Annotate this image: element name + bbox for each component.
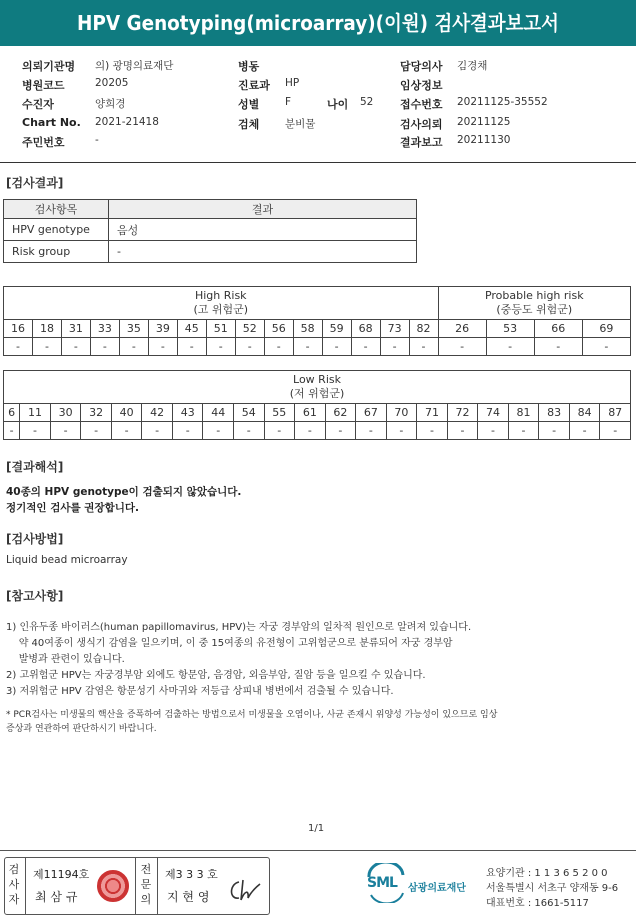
high-risk-header [4,287,439,320]
genotype-label: 42 [142,404,173,422]
genotype-label: 26 [438,320,486,338]
genotype-label: 16 [4,320,33,338]
genotype-label: 30 [50,404,81,422]
genotype-label: 68 [351,320,380,338]
logo-text: SML [367,875,397,891]
info-value: 20205 [95,77,129,89]
genotype-result: - [582,338,630,356]
age-label: 나이 [327,98,349,111]
genotype-result: - [295,422,326,440]
examiner-label: 검사자 [8,863,20,906]
low-risk-title: Low Risk [293,373,341,386]
result-cell: 음성 [109,219,417,241]
info-label: 검체 [238,118,260,131]
report-footer [0,850,636,920]
genotype-label: 84 [569,404,600,422]
table-row [4,241,417,263]
genotype-result: - [409,338,438,356]
high-risk-table [3,286,631,356]
result-table [3,199,417,263]
result-col-header: 검사항목 [4,200,109,219]
genotype-label: 87 [600,404,631,422]
genotype-label: 61 [295,404,326,422]
genotype-label: 66 [534,320,582,338]
genotype-result: - [32,338,61,356]
signature-box [4,857,270,915]
genotype-label: 82 [409,320,438,338]
genotype-label: 35 [119,320,148,338]
genotype-result: - [264,422,295,440]
reference-line: 발병과 관련이 있습니다. [6,654,125,665]
genotype-label: 51 [206,320,235,338]
result-cell: - [109,241,417,263]
info-value: 20211125 [457,116,511,128]
reference-line: 3) 저위험군 HPV 감염은 항문성기 사마귀와 저등급 상피내 병변에서 검출될 수 있습니다. [6,686,394,697]
genotype-label: 52 [235,320,264,338]
genotype-result: - [119,338,148,356]
genotype-label: 40 [111,404,142,422]
result-cell: Risk group [4,241,109,263]
info-label: 의뢰기관명 [22,60,76,73]
info-label: 성별 [238,98,260,111]
probable-title: Probable high risk [484,289,584,302]
genotype-label: 44 [203,404,234,422]
reference-line: 약 40여종이 생식기 감염을 일으키며, 이 중 15여종의 유전형이 고위험군으로 분류되어 자궁 경부암 [6,638,453,649]
examiner-name: 최 삼 규 [35,890,78,904]
info-value: 20211125-35552 [457,96,548,108]
genotype-label: 69 [582,320,630,338]
genotype-label: 74 [478,404,509,422]
genotype-label: 11 [20,404,51,422]
genotype-label: 18 [32,320,61,338]
high-risk-title: High Risk [194,289,247,302]
genotype-label: 83 [539,404,570,422]
section-header-result: [검사결과] [6,176,64,190]
info-label: Chart No. [22,116,81,129]
genotype-result: - [90,338,119,356]
info-label: 결과보고 [400,136,443,149]
genotype-result: - [508,422,539,440]
genotype-label: 71 [417,404,448,422]
genotype-label: 33 [90,320,119,338]
genotype-result: - [234,422,265,440]
genotype-result: - [206,338,235,356]
reference-line: 2) 고위험군 HPV는 자궁경부암 외에도 항문암, 음경암, 외음부암, 질암 등을 일으킬 수 있습니다. [6,670,426,681]
genotype-label: 31 [61,320,90,338]
method-text: Liquid bead microarray [6,554,128,566]
genotype-label: 67 [356,404,387,422]
table-row [4,219,417,241]
genotype-result: - [356,422,387,440]
footnote-line: 증상과 연관하여 판단하시기 바랍니다. [6,724,157,734]
genotype-label: 55 [264,404,295,422]
table-row [4,320,631,338]
section-header-method: [검사방법] [6,532,64,546]
genotype-label: 70 [386,404,417,422]
info-value: 김경채 [457,60,488,72]
info-value: 양희경 [95,98,126,110]
section-header-reference: [참고사항] [6,589,64,603]
probable-subtitle: (중등도 위험군) [496,303,573,316]
genotype-result: - [203,422,234,440]
genotype-result: - [177,338,206,356]
probable-high-risk-header [438,287,630,320]
footnote-line: * PCR검사는 미생물의 핵산을 증폭하여 검출하는 방법으로서 미생물을 오염이나, 사균 존재시 위양성 가능성이 있으므로 임상 [6,710,498,720]
genotype-result: - [534,338,582,356]
genotype-label: 72 [447,404,478,422]
genotype-label: 59 [322,320,351,338]
genotype-label: 73 [380,320,409,338]
genotype-result: - [417,422,448,440]
genotype-result: - [600,422,631,440]
signature-icon [227,878,263,904]
interpretation-line: 정기적인 검사를 권장합니다. [6,502,140,514]
table-row [4,422,631,440]
result-col-header: 결과 [109,200,417,219]
genotype-result: - [4,338,33,356]
page-number: 1/1 [308,823,325,834]
info-label: 검사의뢰 [400,118,443,131]
low-risk-subtitle: (저 위험군) [289,387,345,400]
age-value: 52 [360,96,374,108]
examiner-number: 제11194호 [33,868,90,881]
genotype-label: 6 [4,404,20,422]
genotype-result: - [386,422,417,440]
genotype-result: - [20,422,51,440]
info-label: 접수번호 [400,98,443,111]
low-risk-table [3,370,631,440]
genotype-result: - [235,338,264,356]
genotype-label: 58 [293,320,322,338]
genotype-label: 39 [148,320,177,338]
reference-line: 1) 인유두종 바이러스(human papillomavirus, HPV)는 자궁 경부암의 일차적 원인으로 알려져 있습니다. [6,622,472,633]
info-value: 의) 광명의료재단 [95,60,174,72]
genotype-result: - [438,338,486,356]
genotype-label: 43 [172,404,203,422]
interpretation-line: 40종의 HPV genotype이 검출되지 않았습니다. [6,486,242,498]
specialist-name: 지 현 영 [167,890,210,904]
info-value: HP [285,77,300,89]
genotype-result: - [293,338,322,356]
info-label: 병동 [238,60,260,73]
divider [25,858,26,914]
info-value: 2021-21418 [95,116,159,128]
genotype-label: 54 [234,404,265,422]
info-value: 20211130 [457,134,511,146]
low-risk-header [4,371,631,404]
info-value: - [95,134,99,146]
section-header-interpretation: [결과해석] [6,460,64,474]
genotype-result: - [142,422,173,440]
genotype-label: 56 [264,320,293,338]
genotype-result: - [478,422,509,440]
result-cell: HPV genotype [4,219,109,241]
genotype-result: - [325,422,356,440]
info-label: 임상정보 [400,79,443,92]
genotype-label: 81 [508,404,539,422]
genotype-result: - [486,338,534,356]
divider [0,162,636,163]
seal-stamp-icon [97,870,129,902]
genotype-result: - [4,422,20,440]
genotype-result: - [539,422,570,440]
report-title-bar [0,0,636,46]
genotype-result: - [111,422,142,440]
genotype-result: - [380,338,409,356]
divider [135,858,136,914]
genotype-result: - [81,422,112,440]
genotype-label: 32 [81,404,112,422]
genotype-result: - [50,422,81,440]
info-value: F [285,96,292,108]
genotype-result: - [447,422,478,440]
logo-subtitle: 삼광의료재단 [408,883,466,894]
genotype-result: - [569,422,600,440]
divider [157,858,158,914]
org-address: 서울특별시 서초구 양재동 9-6 [486,883,619,894]
genotype-result: - [61,338,90,356]
info-label: 병원코드 [22,79,65,92]
table-row [4,404,631,422]
genotype-label: 53 [486,320,534,338]
genotype-result: - [172,422,203,440]
genotype-label: 45 [177,320,206,338]
org-phone: 대표번호 : 1661-5117 [486,898,589,909]
high-risk-subtitle: (고 위험군) [193,303,249,316]
genotype-result: - [322,338,351,356]
table-row [4,338,631,356]
info-label: 진료과 [238,79,270,92]
genotype-result: - [351,338,380,356]
genotype-result: - [264,338,293,356]
info-label: 주민번호 [22,136,65,149]
info-label: 수진자 [22,98,54,111]
genotype-label: 62 [325,404,356,422]
info-value: 분비물 [285,118,316,130]
org-code: 요양기관 : 1 1 3 6 5 2 0 0 [486,868,608,879]
specialist-label: 전문의 [140,863,152,906]
specialist-number: 제3 3 3 호 [165,868,218,881]
genotype-result: - [148,338,177,356]
info-label: 담당의사 [400,60,443,73]
report-title: HPV Genotyping(microarray)(이원) 검사결과보고서 [77,11,559,35]
